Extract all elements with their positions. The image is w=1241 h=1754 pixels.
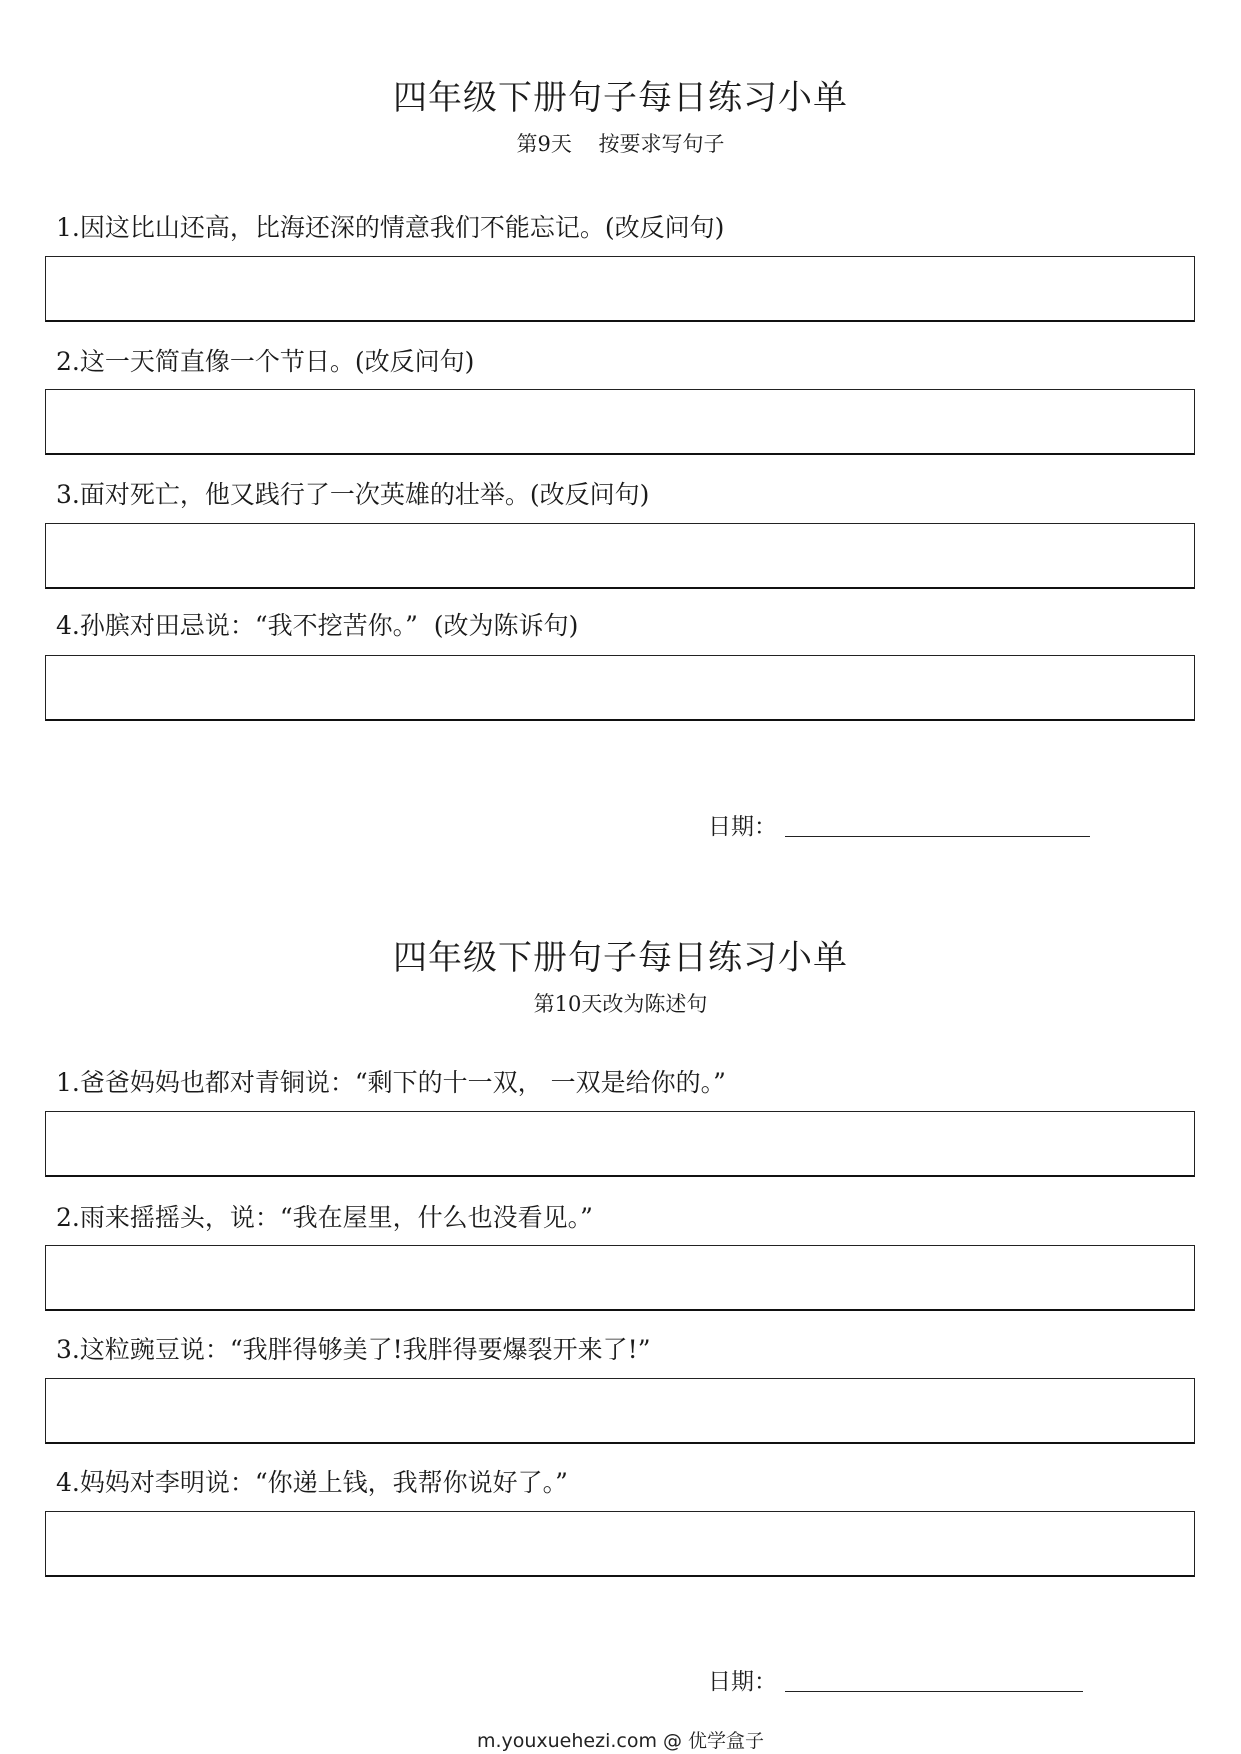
question-3: 3.面对死亡，他又践行了一次英雄的壮举。(改反问句) [56,480,650,509]
worksheet-title: 四年级下册句子每日练习小单 [393,938,848,978]
question-4: 4.孙膑对田忌说：“我不挖苦你。” (改为陈诉句) [56,611,579,640]
date-label: 日期： [708,814,777,840]
answer-box-3[interactable] [45,1378,1195,1444]
worksheet-title: 四年级下册句子每日练习小单 [393,78,848,118]
worksheet-subtitle: 第10天改为陈述句 [533,992,708,1016]
answer-box-4[interactable] [45,655,1195,721]
answer-box-2[interactable] [45,1245,1195,1311]
footer-watermark: m.youxuehezi.com @ 优学盒子 [476,1730,765,1752]
question-1: 1.爸爸妈妈也都对青铜说：“剩下的十一双， 一双是给你的。” [56,1068,726,1097]
answer-box-2[interactable] [45,389,1195,455]
date-input-line[interactable] [785,810,1090,837]
answer-box-1[interactable] [45,1111,1195,1177]
question-3: 3.这粒豌豆说：“我胖得够美了!我胖得要爆裂开来了!” [56,1335,651,1364]
question-2: 2.雨来摇摇头，说：“我在屋里，什么也没看见。” [56,1203,593,1232]
date-label: 日期： [708,1669,777,1695]
answer-box-3[interactable] [45,523,1195,589]
answer-box-4[interactable] [45,1511,1195,1577]
question-2: 2.这一天简直像一个节日。(改反问句) [56,347,475,376]
question-1: 1.因这比山还高，比海还深的情意我们不能忘记。(改反问句) [56,213,725,242]
worksheet-subtitle: 第9天 按要求写句子 [516,132,725,156]
date-input-line[interactable] [785,1665,1083,1692]
answer-box-1[interactable] [45,256,1195,322]
question-4: 4.妈妈对李明说：“你递上钱，我帮你说好了。” [56,1468,568,1497]
